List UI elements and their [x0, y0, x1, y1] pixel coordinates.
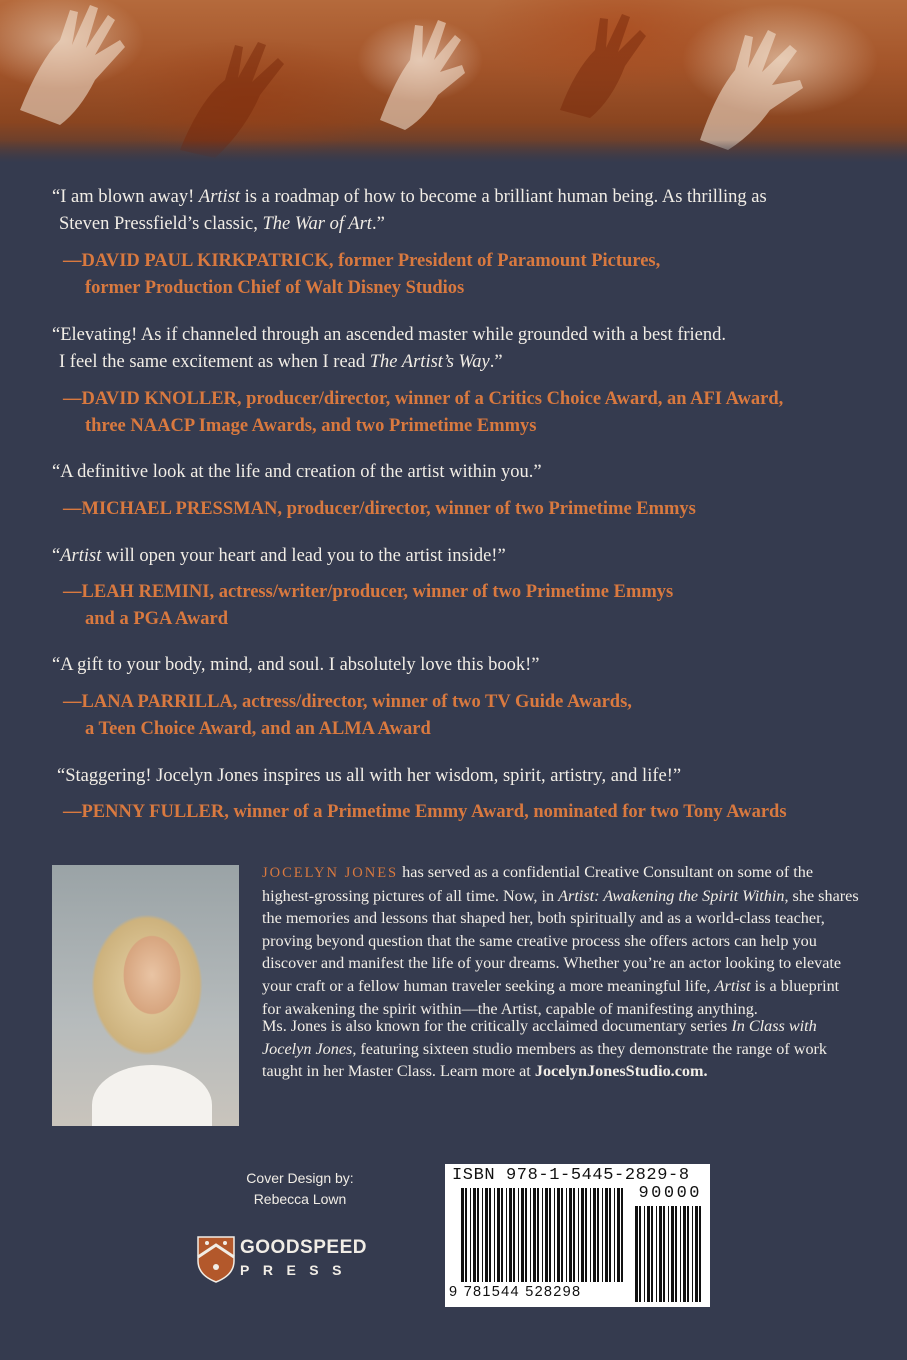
barcode-bar [518, 1188, 519, 1282]
publisher-logo: GOODSPEED PRESS [196, 1235, 396, 1285]
barcode-bar [533, 1188, 536, 1282]
quote-text: “A definitive look at the life and creation of the artist within you.” [52, 462, 542, 482]
quote-text: “Staggering! Jocelyn Jones inspires us all with her wisdom, spirit, artistry, and life!” [57, 766, 682, 786]
quote-text: I feel the same excitement as when I read The Artist’s Way.” [59, 352, 503, 372]
barcode-bar [680, 1206, 681, 1302]
quote-2 [52, 322, 872, 376]
quote-3-attribution: —MICHAEL PRESSMAN, producer/director, winner of two Primetime Emmys [63, 499, 696, 519]
barcode-bar [609, 1188, 611, 1282]
barcode-bar [651, 1206, 653, 1302]
barcode-digits: 9 781544 528298 [449, 1284, 582, 1300]
barcode-bar [699, 1206, 701, 1302]
barcode-bar [554, 1188, 555, 1282]
barcode-bar [509, 1188, 512, 1282]
barcode-bar [573, 1188, 575, 1282]
barcode-bar [597, 1188, 599, 1282]
barcode-bar [525, 1188, 527, 1282]
quote-3 [52, 459, 872, 486]
isbn-label: ISBN 978-1-5445-2829-8 [452, 1166, 690, 1185]
barcode-bar [566, 1188, 567, 1282]
barcode-bar [482, 1188, 483, 1282]
barcode-bar [494, 1188, 495, 1282]
cave-hand-prints-art [0, 0, 907, 163]
barcode-bar [621, 1188, 623, 1282]
barcode-bar [614, 1188, 615, 1282]
barcode-bar [530, 1188, 531, 1282]
barcode-bar [617, 1188, 620, 1282]
quote-text: Steven Pressfield’s classic, The War of Art.” [59, 214, 385, 234]
author-bio-2: Ms. Jones is also known for the critically acclaimed documentary series In Class with Jocelyn Jones, featuring sixteen studio members as they demonstrate the range of work taught in her Master Class. Learn more at JocelynJonesStudio.com. [262, 1017, 828, 1081]
quote-5 [52, 652, 872, 679]
barcode-bar [668, 1206, 669, 1302]
barcode-bar [593, 1188, 596, 1282]
author-name: JOCELYN JONES [262, 865, 399, 881]
barcode-bar [497, 1188, 500, 1282]
barcode-bar [465, 1188, 467, 1282]
quote-6 [57, 763, 877, 790]
quote-1 [52, 184, 872, 238]
quote-5-attribution: —LANA PARRILLA, actress/director, winner of two TV Guide Awards, a Teen Choice Award, and an ALMA Award [63, 692, 632, 739]
quote-4-attribution: —LEAH REMINI, actress/writer/producer, winner of two Primetime Emmys and a PGA Award [63, 582, 674, 629]
barcode-bar [663, 1206, 665, 1302]
website-link[interactable]: JocelynJonesStudio.com. [534, 1062, 708, 1081]
barcode-bar [461, 1188, 464, 1282]
barcode-bar [675, 1206, 677, 1302]
barcode-bar [578, 1188, 579, 1282]
barcode-bar [537, 1188, 539, 1282]
barcode-bar [635, 1206, 638, 1302]
barcode-bar [473, 1188, 476, 1282]
barcode-bar [644, 1206, 645, 1302]
cover-design-credit: Cover Design by: Rebecca Lown [246, 1170, 354, 1207]
barcode-bar [659, 1206, 662, 1302]
author-bio: JOCELYN JONES has served as a confidential Creative Consultant on some of the highest-grossing pictures of all time. Now, in Artist: Awakening the Spirit Within, she shares the memories and lessons that shaped her, both spiritually and as a world-class teacher, proving beyond question that the same creative process she offers actors can help you discover and manifest the life of your dreams. Whether you’re an actor looking to elevate your craft or a fellow human traveler seeking a more meaningful life, Artist is a blueprint for awakening the spirit within—the Artist, capable of manifesting anything. [262, 863, 859, 1018]
barcode-bar [671, 1206, 674, 1302]
hand-prints-icon [0, 0, 907, 163]
quote-6-attribution: —PENNY FULLER, winner of a Primetime Emmy Award, nominated for two Tony Awards [63, 802, 787, 822]
barcode-bar [687, 1206, 689, 1302]
quote-1-attribution: —DAVID PAUL KIRKPATRICK, former President of Paramount Pictures, former Production Chief of Walt Disney Studios [63, 251, 661, 298]
author-photo [52, 865, 239, 1126]
barcode-bar [581, 1188, 584, 1282]
barcode-bar [605, 1188, 608, 1282]
barcode-bar [692, 1206, 693, 1302]
barcode-bar [542, 1188, 543, 1282]
barcode-bar [506, 1188, 507, 1282]
barcode-bar [485, 1188, 488, 1282]
quote-text: “I am blown away! Artist is a roadmap of how to become a brilliant human being. As thrilling as [52, 187, 767, 207]
quote-text: “Elevating! As if channeled through an ascended master while grounded with a best friend. [52, 325, 727, 345]
barcode-bar [647, 1206, 650, 1302]
quote-text: “A gift to your body, mind, and soul. I absolutely love this book!” [52, 655, 540, 675]
barcode-bar [557, 1188, 560, 1282]
barcode-bar [477, 1188, 479, 1282]
barcode-bar [513, 1188, 515, 1282]
isbn-barcode [445, 1164, 710, 1307]
barcode-bar [521, 1188, 524, 1282]
price-code: 90000 [638, 1184, 702, 1203]
shield-icon [196, 1235, 236, 1283]
barcode-bar [590, 1188, 591, 1282]
barcode-bar [602, 1188, 603, 1282]
quote-text: “Artist will open your heart and lead you to the artist inside!” [52, 546, 506, 566]
barcode-bar [501, 1188, 503, 1282]
header-fade [0, 140, 907, 163]
barcode-bar [549, 1188, 551, 1282]
barcode-bar [545, 1188, 548, 1282]
barcode-bar [470, 1188, 471, 1282]
barcode-bar [585, 1188, 587, 1282]
author-shirt [92, 1065, 212, 1126]
barcode-bar [695, 1206, 698, 1302]
barcode-bar [656, 1206, 657, 1302]
barcode-bar [639, 1206, 641, 1302]
barcode-bar [561, 1188, 563, 1282]
barcode-bar [569, 1188, 572, 1282]
barcode-bar [683, 1206, 686, 1302]
barcode-bar [489, 1188, 491, 1282]
quote-2-attribution: —DAVID KNOLLER, producer/director, winner of a Critics Choice Award, an AFI Award, three NAACP Image Awards, and two Primetime Emmys [63, 389, 784, 436]
quote-4 [52, 543, 872, 570]
